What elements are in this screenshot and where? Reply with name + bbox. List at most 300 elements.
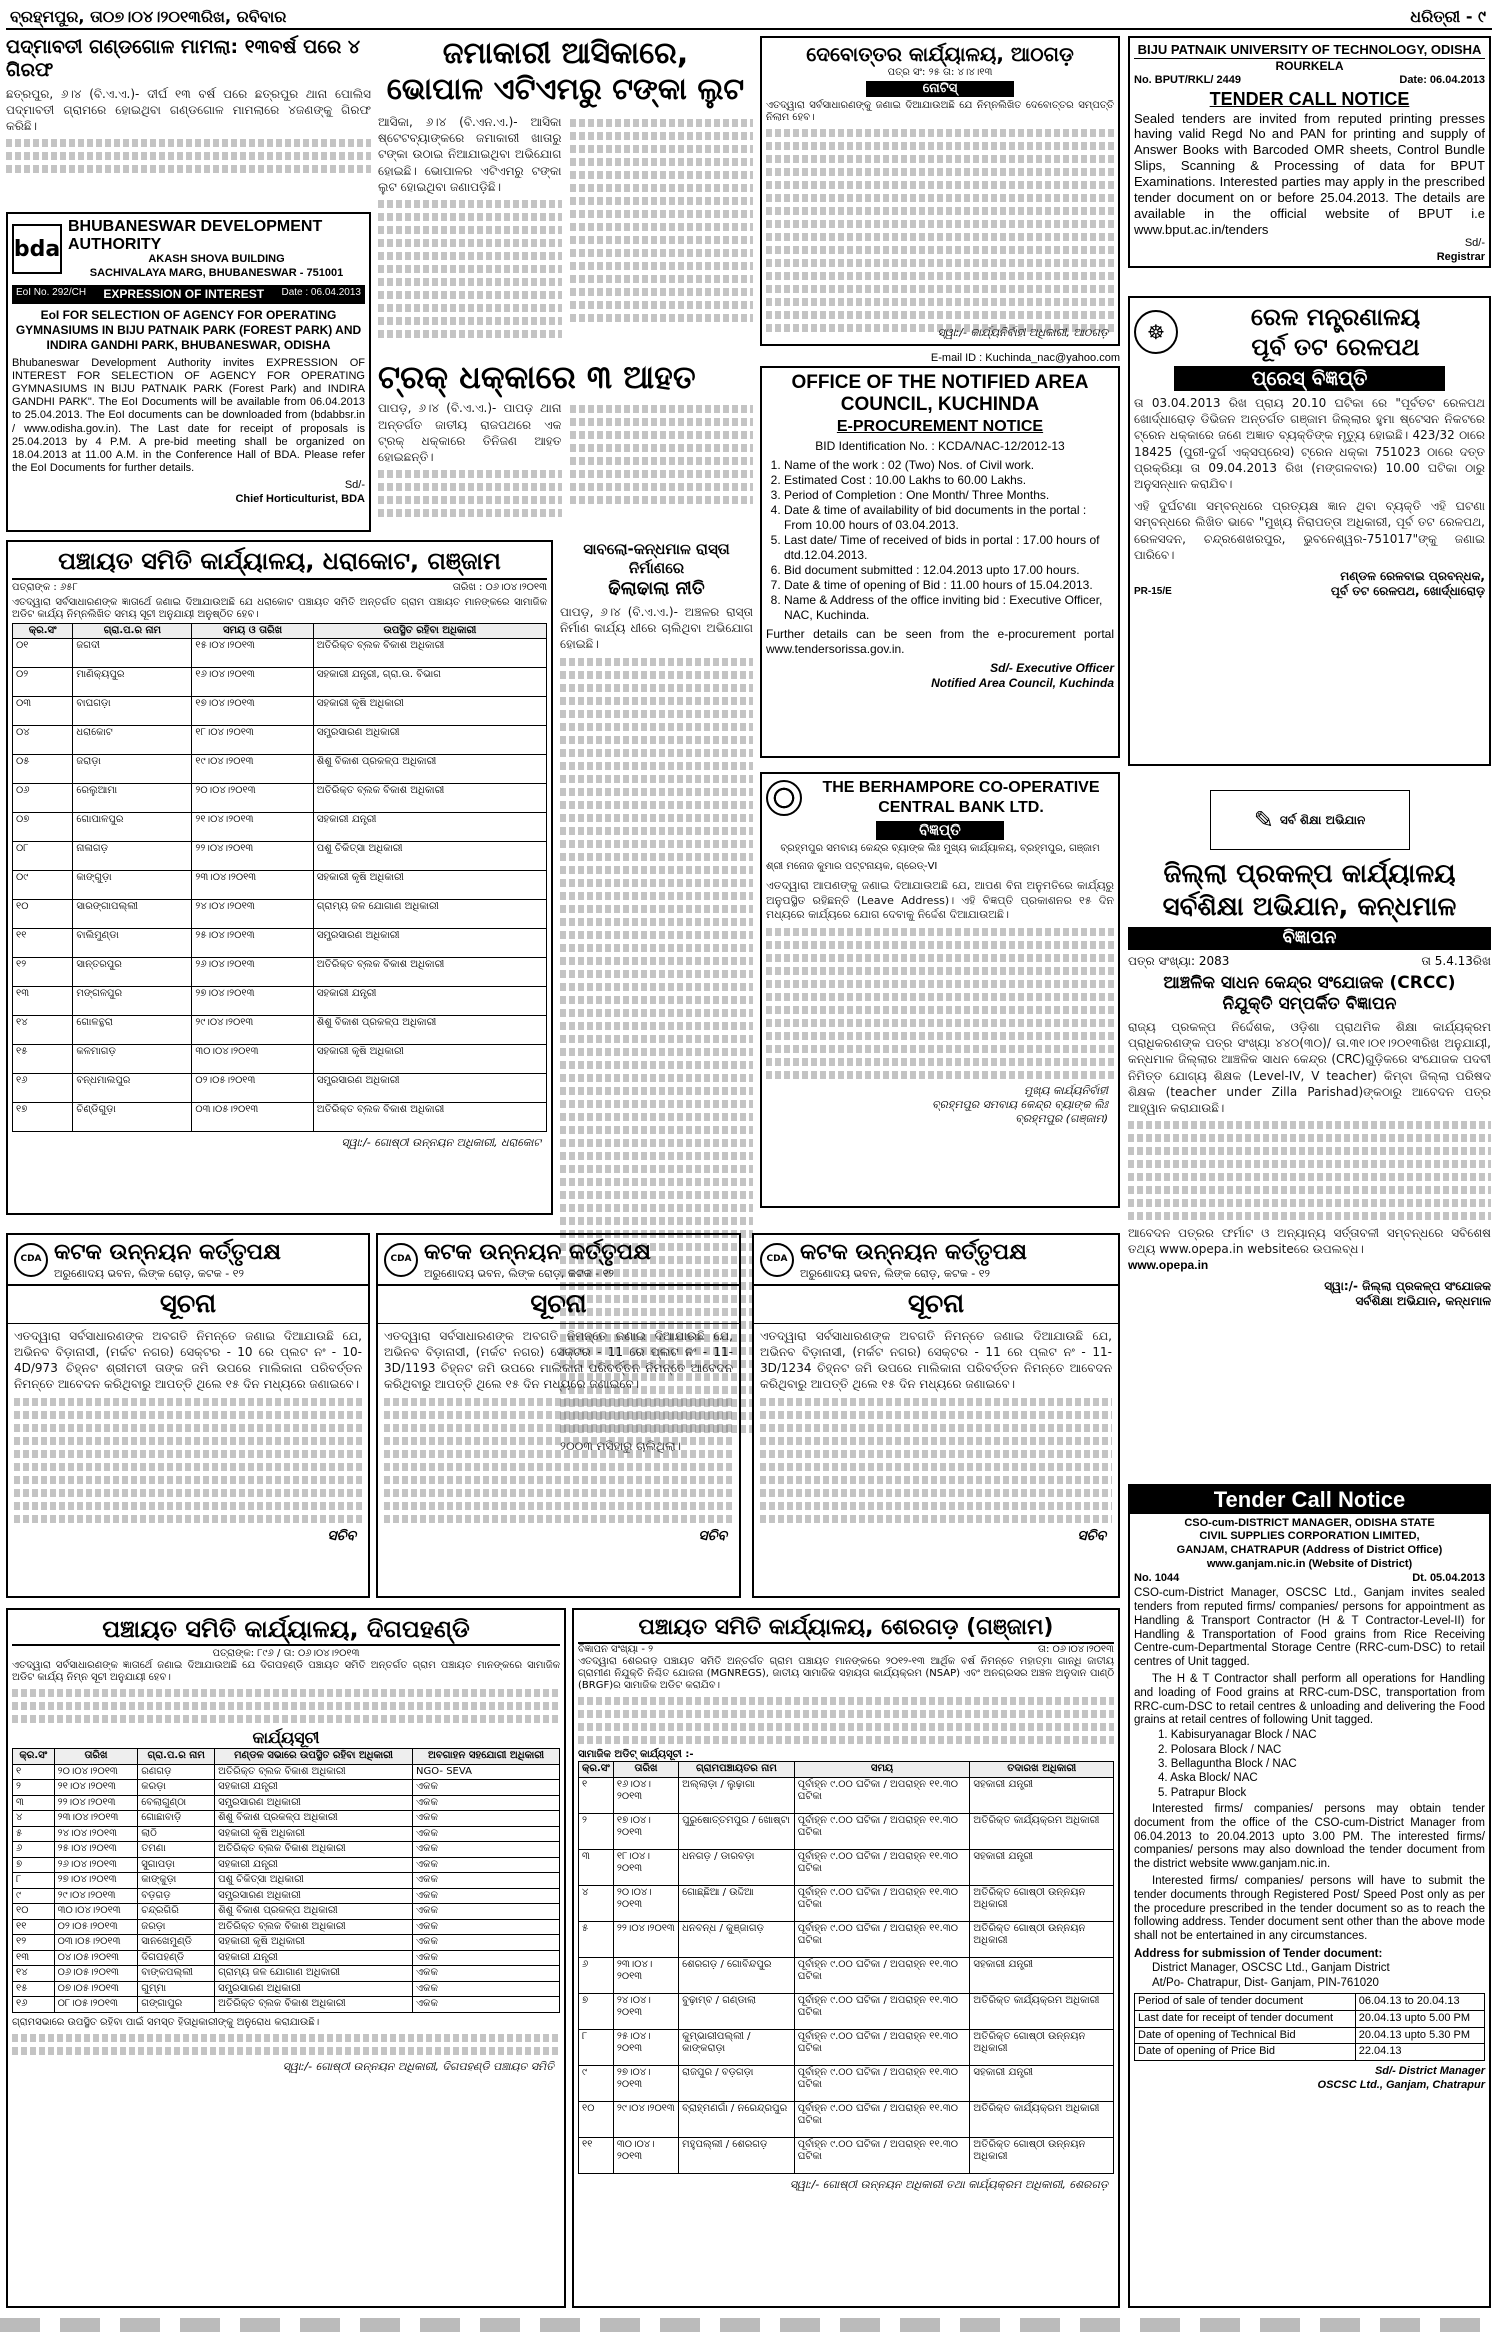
ssa-sign1: ସ୍ୱା:/- ଜିଲ୍ଲା ପ୍ରକଳ୍ପ ସଂଯୋଜକ — [1324, 1278, 1491, 1293]
text-line — [560, 853, 753, 861]
table-row — [13, 1904, 560, 1920]
table-cell: ପୂର୍ବାହ୍ନ ୯.୦୦ ଘଟିକା / ଅପରାହ୍ନ ୧୧.୩୦ ଘଟିକା — [794, 1885, 970, 1921]
text-line — [560, 1061, 753, 1069]
table-header-cell: ଅବଗାହନ ସହଯୋଗୀ ଅଧିକାରୀ — [413, 1749, 560, 1765]
text-line — [560, 788, 753, 796]
table-cell: ଏକକ — [413, 1919, 560, 1935]
schedule-cell: Date of opening of Technical Bid — [1135, 2027, 1356, 2044]
table-cell: ୦୨ — [13, 668, 73, 697]
table-cell: ଅତିରିକ୍ତ ଗୋଷ୍ଠୀ ଉନ୍ନୟନ ଅଧିକାରୀ — [970, 1921, 1114, 1957]
digapahandi-footnote: ଗ୍ରାମସଭାରେ ଉପସ୍ଥିତ ରହିବା ପାଇଁ ସମସ୍ତ ହିତାଧିକାରୀଙ୍କୁ ଅନୁରୋଧ କରାଯାଉଛି। — [12, 2016, 320, 2028]
table-cell: ୧୮।୦୪।୨୦୧୩ — [613, 1849, 678, 1885]
table-cell: ବେଲାଗୁଣ୍ଠା — [138, 1795, 215, 1811]
kuchinda-bid-id: BID Identification No. : KCDA/NAC-12/2012-13 — [815, 439, 1065, 454]
table-row — [579, 1885, 1114, 1921]
bda-address2: SACHIVALAYA MARG, BHUBANESWAR - 751001 — [89, 266, 344, 279]
table-cell: ୦୫ — [13, 755, 73, 784]
table-cell: ପୁରୁଷୋତ୍ତମପୁର / ଖୋଷ୍ଟା — [679, 1813, 795, 1849]
text-line — [560, 879, 753, 887]
bda-sign2: Chief Horticulturist, BDA — [235, 493, 365, 506]
dharakote-intro: ଏତଦ୍ୱାରା ସର୍ବସାଧାରଣଙ୍କ ଜ୍ଞାତାର୍ଥେ ଜଣାଇ ଦିଆଯାଉଅଛି ଯେ ଧରାକୋଟ ପଞ୍ଚାୟତ ସମିତି ଅନ୍ତର୍ଗତ ଗ୍ରାମ ପଞ୍ଚାୟତ ମାନଙ୍କରେ ସାମାଜିକ ଅଡିଟ କାର୍ଯ୍ୟ ନିମ୍ନଲିଖିତ ସମୟ ସୂଚୀ ଅନୁଯାୟୀ ଅନୁଷ୍ଠିତ ହେବ। — [12, 596, 547, 620]
table-cell: ଶିଶୁ ବିକାଶ ପ୍ରକଳ୍ପ ଅଧିକାରୀ — [313, 1016, 546, 1045]
table-header-cell: ସମୟ ଓ ତାରିଖ — [192, 623, 313, 639]
schedule-cell: 20.04.13 upto 5.30 PM — [1355, 2027, 1484, 2044]
table-cell: ଏକକ — [413, 1780, 560, 1796]
table-cell: ଅତିରିକ୍ତ କାର୍ଯ୍ୟକ୍ରମ ଅଧିକାରୀ — [970, 1993, 1114, 2029]
table-row — [13, 784, 547, 813]
schedule-row — [1135, 2010, 1485, 2027]
table-row — [13, 1935, 560, 1951]
table-cell: ପୂର୍ବାହ୍ନ ୯.୦୦ ଘଟିକା / ଅପରାହ୍ନ ୧୧.୩୦ ଘଟିକା — [794, 1993, 970, 2029]
cso-para3: Interested firms/ companies/ persons may obtain tender document from the office of the CSO-cum-District Manager from 06.04.2013 to 20.04.2013 upto 3.00 PM. The interested firms/ companies/ persons may also download the tender document from the district website www.ganjam.nic.in. — [1134, 1803, 1485, 1871]
table-header-cell: କ୍ର.ସଂ — [13, 623, 73, 639]
table-cell: ପଶୁ ଚିକିତ୍ସା ଅଧିକାରୀ — [313, 842, 546, 871]
story-padmapur — [6, 36, 371, 206]
table-row — [579, 1813, 1114, 1849]
table-cell: ୦୪।୦୫।୨୦୧୩ — [54, 1950, 138, 1966]
ssa-heading1: ଆଞ୍ଚଳିକ ସାଧନ କେନ୍ଦ୍ର ସଂଯୋଜକ (CRCC) — [1163, 972, 1456, 993]
cda-body: ଏତଦ୍ୱାରା ସର୍ବସାଧାରଣଙ୍କ ଅବଗତି ନିମନ୍ତେ ଜଣାଇ ଦିଆଯାଉଛି ଯେ, ଅଭିନବ ବିଡ଼ାନାସୀ, (ମର୍କଟ ନଗର) ସେକ୍ଟର - 11 ରେ ପ୍ଲଟ ନଂ - 11-3D/1234 ଚିହ୍ନଟ ଜମି ଉପରେ ମାଲିକାନା ପରିବର୍ତ୍ତନ ନିମନ୍ତେ ଆବେଦନ କରିଥିବାରୁ ଆପତ୍ତି ଥିଲେ ୧୫ ଦିନ ମଧ୍ୟରେ ଜଣାଇବେ। — [760, 1328, 1112, 1392]
table-cell: ପଶୁ ଚିକିତ୍ସା ଅଧିକାରୀ — [215, 1873, 413, 1889]
table-cell: ବୁଢ଼ାମ୍ବ / ଗଣ୍ଡାଲା — [679, 1993, 795, 2029]
table-cell: ଦିଗପହଣ୍ଡି — [138, 1950, 215, 1966]
table-row — [13, 1045, 547, 1074]
text-line — [560, 1139, 753, 1147]
cda-sub: ଅରୁଣୋଦୟ ଭବନ, ଲିଙ୍କ ରୋଡ଼, କଟକ - ୧୨ — [54, 1266, 244, 1280]
table-cell: ଜଗଦୀ — [73, 639, 192, 668]
table-row — [13, 1842, 560, 1858]
table-cell: ଅଲ୍ଲାଡ଼ା / ଲୁଢ଼ାଗା — [679, 1777, 795, 1813]
table-cell: ୧୨ — [13, 1935, 55, 1951]
bda-subject: EoI FOR SELECTION OF AGENCY FOR OPERATING GYMNASIUMS IN BIJU PATNAIK PARK (FOREST PARK) AND INDIRA GANDHI PARK, BHUBANESWAR, ODISHA — [15, 307, 362, 352]
bda-notice — [6, 212, 371, 532]
table-cell: ୧୬।୦୪।୨୦୧୩ — [613, 1777, 678, 1813]
table-cell: ସହକାରୀ ଯନ୍ତ୍ରୀ — [970, 1957, 1114, 1993]
bank-sign1: ମୁଖ୍ୟ କାର୍ଯ୍ୟନିର୍ବାହୀ — [1023, 1084, 1108, 1098]
table-cell: ୦୨।୦୫।୨୦୧୩ — [192, 1074, 313, 1103]
table-cell: ୧୫ — [13, 1981, 55, 1997]
text-line — [560, 1100, 753, 1108]
story-atm — [378, 36, 753, 356]
digapahandi-notice — [6, 1608, 566, 2308]
sheragada-date: ତା: ୦୬।୦୪।୨୦୧୩ — [1038, 1643, 1114, 1655]
cda-band: ସୂଚନା — [754, 1286, 1118, 1324]
table-cell: ୩୦।୦୪।୨୦୧୩ — [192, 1045, 313, 1074]
cso-unit: 5. Patrapur Block — [1158, 1786, 1247, 1799]
text-line — [560, 684, 753, 692]
cso-units — [1158, 1728, 1485, 1800]
schedule-row — [1135, 2044, 1485, 2061]
table-cell: ନାଳାଗଡ଼ — [73, 842, 192, 871]
text-line — [560, 1191, 753, 1199]
table-cell: ୧୭ — [13, 1103, 73, 1132]
table-cell: ୦୨।୦୫।୨୦୧୩ — [54, 1919, 138, 1935]
text-line — [560, 1048, 753, 1056]
story-truck-headline: ଟ୍ରକ୍ ଧକ୍କାରେ ୩ ଆହତ — [378, 358, 696, 396]
devabhog-ref: ପତ୍ର ସଂ: ୨୫ ତା: ୪।୪।୧୩ — [887, 67, 993, 78]
sheragada-table — [578, 1761, 1114, 2174]
cda-sign: ସଚିବ — [698, 1527, 727, 1544]
story-truck — [378, 358, 753, 533]
railway-sign2: ପୂର୍ବ ତଟ ରେଳପଥ, ଖୋର୍ଦ୍ଧାରୋଡ଼ — [1330, 583, 1485, 598]
kuchinda-item: 8. Name & Address of the office inviting bid : Executive Officer, NAC, Kuchinda. — [784, 593, 1114, 623]
table-row — [579, 2137, 1114, 2173]
table-row — [579, 2029, 1114, 2065]
table-cell: ୧୧ — [13, 929, 73, 958]
ssa-website[interactable]: www.opepa.in — [1128, 1257, 1209, 1272]
text-line — [560, 957, 753, 965]
table-cell: ଅତିରିକ୍ତ ବ୍ଲକ ବିକାଶ ଅଧିକାରୀ — [215, 1764, 413, 1780]
table-cell: NGO- SEVA — [413, 1764, 560, 1780]
table-cell: ୪ — [579, 1885, 614, 1921]
table-cell: ୧୪ — [13, 1016, 73, 1045]
devabhog-notice — [760, 36, 1120, 346]
table-row — [13, 1981, 560, 1997]
text-line — [560, 1113, 753, 1121]
table-cell: ୨୫।୦୪।୨୦୧୩ — [192, 929, 313, 958]
table-cell: ୧୪ — [13, 1966, 55, 1982]
kuchinda-item: 7. Date & time of opening of Bid : 11.00 hours of 15.04.2013. — [784, 578, 1114, 593]
table-row — [13, 871, 547, 900]
cso-para2: The H & T Contractor shall perform all operations for Handling and loading of Food grains at RRC-cum-DSC, transportation from RRC-cum-DSC to retail centres & unloading and delivering the Food grains at retail centres of following Unit tagged. — [1134, 1673, 1485, 1727]
table-cell: ଅତିରିକ୍ତ ବ୍ଲକ ବିକାଶ ଅଧିକାରୀ — [313, 1103, 546, 1132]
table-cell: ବଡ଼ଗଡ଼ — [138, 1888, 215, 1904]
railway-code: PR-15/E — [1134, 586, 1172, 598]
bda-address1: AKASH SHOVA BUILDING — [148, 253, 285, 266]
table-cell: ସହକାରୀ ଯନ୍ତ୍ରୀ — [215, 1857, 413, 1873]
table-cell: ୬ — [579, 1957, 614, 1993]
bank-title2: CENTRAL BANK LTD. — [878, 799, 1044, 816]
table-cell: କାଙ୍ଗୁଡ଼ା — [73, 871, 192, 900]
kuchinda-item: 4. Date & time of availability of bid documents in the portal : From 10.00 hours of 03.04.2013. — [784, 503, 1114, 533]
railway-body1: ତା 03.04.2013 ରିଖ ପ୍ରାୟ 20.10 ଘଟିକା ରେ "ପୂର୍ବତଟ ରେଳପଥ ଖୋର୍ଦ୍ଧାରୋଡ଼ ଡିଭିଜନ ଅନ୍ତର୍ଗତ ଗଞ୍ଜାମ ଜିଲ୍ଲାର ହୁମା ଷ୍ଟେସନ ନିକଟରେ ଟ୍ରେନ ଧକ୍କାରେ ଜଣେ ଅଜ୍ଞାତ ବ୍ୟକ୍ତିଙ୍କ ମୃତ୍ୟୁ ହୋଇଛି। 423/32 ଠାରେ 18425 (ପୁରୀ-ଦୁର୍ଗ ଏକ୍ସପ୍ରେସ) ଟ୍ରେନ ଧକ୍କା 751023 ଠାରେ ଦତ୍ତ ପ୍ରକ୍ରିୟା ତା 09.04.2013 ରିଖ (ମଙ୍ଗଳବାର) 10.00 ଘଟିକା ଠାରୁ ଅନୁସନ୍ଧାନ କରାଯିବ। — [1134, 396, 1485, 491]
table-cell: ଧନବନ୍ଧ / କୁଞ୍ଜାଗଡ଼ — [679, 1921, 795, 1957]
cda-notice-1 — [6, 1233, 370, 1598]
cso-unit: 3. Bellaguntha Block / NAC — [1158, 1757, 1297, 1770]
cso-sign2: OSCSC Ltd., Ganjam, Chatrapur — [1317, 2078, 1485, 2091]
table-cell: ୧୫ — [13, 1045, 73, 1074]
text-line — [560, 723, 753, 731]
table-cell: ୦୩।୦୫।୨୦୧୩ — [192, 1103, 313, 1132]
cda-title: କଟକ ଉନ୍ନୟନ କର୍ତ୍ତୃପକ୍ଷ — [54, 1240, 281, 1265]
table-cell: ପୂର୍ବାହ୍ନ ୯.୦୦ ଘଟିକା / ଅପରାହ୍ନ ୧୧.୩୦ ଘଟିକା — [794, 2101, 970, 2137]
page-footer-strip — [0, 2318, 1497, 2332]
cso-website[interactable]: www.ganjam.nic.in (Website of District) — [1206, 1557, 1413, 1570]
ssa-title1: ଜିଲ୍ଲା ପ୍ରକଳ୍ପ କାର୍ଯ୍ୟାଳୟ — [1163, 859, 1456, 889]
table-cell: ଧନଗଡ଼ / ଡାରବଡ଼ା — [679, 1849, 795, 1885]
table-row — [13, 1857, 560, 1873]
table-row — [13, 958, 547, 987]
table-cell: ୨୦।୦୪।୨୦୧୩ — [54, 1764, 138, 1780]
cda-title: କଟକ ଉନ୍ନୟନ କର୍ତ୍ତୃପକ୍ଷ — [424, 1240, 651, 1265]
cso-heading: Tender Call Notice — [1130, 1486, 1489, 1514]
table-cell: ସହକାରୀ ଯନ୍ତ୍ରୀ — [313, 987, 546, 1016]
table-row — [13, 1826, 560, 1842]
table-cell: ଗୋଳନ୍ଥରା — [73, 1016, 192, 1045]
bank-sign2: ବ୍ରହ୍ମପୁର ସମବାୟ କେନ୍ଦ୍ର ବ୍ୟାଙ୍କ ଲିଃ — [932, 1098, 1108, 1112]
bput-sign2: Registrar — [1436, 251, 1485, 264]
schedule-cell: 22.04.13 — [1355, 2044, 1484, 2061]
cda-notice-3 — [752, 1233, 1120, 1598]
table-cell: ଏକକ — [413, 1966, 560, 1982]
table-cell: ସହକାରୀ ଯନ୍ତ୍ରୀ, ଗ୍ରା.ଉ. ବିଭାଗ — [313, 668, 546, 697]
table-header-cell: କ୍ର.ସଂ — [13, 1749, 55, 1765]
cso-address2: At/Po- Chatrapur, Dist- Ganjam, PIN-761020 — [1152, 1976, 1379, 1989]
table-cell: ୦୪ — [13, 726, 73, 755]
kuchinda-notice — [760, 352, 1120, 764]
table-cell: ୩୦।୦୪।୨୦୧୩ — [613, 2137, 678, 2173]
table-cell: ସୁଗାପଡ଼ା — [138, 1857, 215, 1873]
schedule-cell: 06.04.13 to 20.04.13 — [1355, 1994, 1484, 2011]
table-cell: ୮ — [579, 2029, 614, 2065]
table-row — [13, 1873, 560, 1889]
bput-heading: TENDER CALL NOTICE — [1209, 89, 1410, 109]
table-cell: ସହକାରୀ ଯନ୍ତ୍ରୀ — [970, 2065, 1114, 2101]
dharakote-ref: ପତ୍ରାଙ୍କ : ୬୫୮ — [12, 582, 78, 593]
table-cell: ସାରଙ୍ଗାପଲ୍ଲୀ — [73, 900, 192, 929]
table-cell: ସହକାରୀ ଯନ୍ତ୍ରୀ — [215, 1780, 413, 1796]
table-cell: ୪ — [13, 1811, 55, 1827]
table-cell: ୩ — [13, 1795, 55, 1811]
table-cell: ୭ — [579, 1993, 614, 2029]
table-cell: ୩ — [579, 1849, 614, 1885]
table-cell: ଶିଶୁ ବିକାଶ ପ୍ରକଳ୍ପ ଅଧିକାରୀ — [215, 1811, 413, 1827]
table-cell: ସହକାରୀ କୃଷି ଅଧିକାରୀ — [313, 871, 546, 900]
table-cell: ୨୪।୦୪।୨୦୧୩ — [613, 1993, 678, 2029]
devabhog-body: ଏତଦ୍ୱାରା ସର୍ବସାଧାରଣଙ୍କୁ ଜଣାଇ ଦିଆଯାଉଅଛି ଯେ ନିମ୍ନଲିଖିତ ଦେବୋତ୍ତର ସମ୍ପତ୍ତି ନିଲାମ ହେବ। — [766, 100, 1114, 124]
table-cell: ୨୭।୦୪।୨୦୧୩ — [54, 1873, 138, 1889]
text-line — [560, 814, 753, 822]
table-cell: ୦୭ — [13, 813, 73, 842]
cso-schedule-table — [1134, 1993, 1485, 2061]
text-line — [560, 749, 753, 757]
bput-city: ROURKELA — [1275, 59, 1344, 74]
text-line — [560, 827, 753, 835]
schedule-row — [1135, 2027, 1485, 2044]
text-line — [560, 1204, 753, 1212]
table-cell: ମହୁପଲ୍ଲୀ / ଶେରଗଡ଼ — [679, 2137, 795, 2173]
bput-notice — [1128, 36, 1491, 268]
dharakote-title: ପଞ୍ଚାୟତ ସମିତି କାର୍ଯ୍ୟାଳୟ, ଧରାକୋଟ, ଗଞ୍ଜାମ — [12, 546, 547, 580]
table-cell: ସମ୍ପ୍ରସାରଣ ଅଧିକାରୀ — [313, 726, 546, 755]
bank-to: ଶ୍ରୀ ମନୋଜ କୁମାର ପଟ୍ଟନାୟକ, ଗ୍ରେଡ୍-VI — [766, 860, 938, 872]
table-cell: ୦୩ — [13, 697, 73, 726]
table-row — [579, 1849, 1114, 1885]
table-cell: ସମ୍ପ୍ରସାରଣ ଅଧିକାରୀ — [215, 1795, 413, 1811]
cso-para1: CSO-cum-District Manager, OSCSC Ltd., Ganjam invites sealed tenders from reputed firms/ companies/ persons for appointment as Handling & Transport Contractor (H & T Contractor-Level-II) for Handling & Transportation of Food grains from Rice Receiving Centre-cum-Departmental Storage Centre (RRC-cum-DSC) to retail centres of Unit tagged. — [1134, 1587, 1485, 1669]
table-cell: ୨୪।୦୪।୨୦୧୩ — [192, 900, 313, 929]
table-header-cell: ମଣ୍ଡଳ ସଭାରେ ଉପସ୍ଥିତ ରହିବା ଅଧିକାରୀ — [215, 1749, 413, 1765]
bank-body: ଏତଦ୍ୱାରା ଆପଣଙ୍କୁ ଜଣାଇ ଦିଆଯାଉଅଛି ଯେ, ଆପଣ ବିନା ଅନୁମତିରେ କାର୍ଯ୍ୟରୁ ଅନୁପସ୍ଥିତ ରହିଛନ୍ତି (Leave Address)। ଏହି ବିଜ୍ଞପ୍ତି ପ୍ରକାଶନର ୧୫ ଦିନ ମଧ୍ୟରେ କାର୍ଯ୍ୟରେ ଯୋଗ ଦେବାକୁ ନିର୍ଦ୍ଦେଶ ଦିଆଯାଉଅଛି। — [766, 878, 1114, 922]
table-row — [579, 1921, 1114, 1957]
table-cell: କଳମାଗଡ଼ — [73, 1045, 192, 1074]
cso-unit: 1. Kabisuryanagar Block / NAC — [1158, 1729, 1317, 1742]
text-line — [560, 1087, 753, 1095]
table-header-cell: ଗ୍ରାମପଞ୍ଚାୟତର ନାମ — [679, 1762, 795, 1778]
table-cell: ଗୁମ୍ମା — [138, 1981, 215, 1997]
table-cell: ସହକାରୀ କୃଷି ଅଧିକାରୀ — [215, 1826, 413, 1842]
table-row — [13, 1997, 560, 2013]
table-cell: ତମଣା — [138, 1842, 215, 1858]
story-highway-headline2: ଢିଲାଢାଲା ନୀତି — [608, 577, 705, 599]
table-cell: ୨୧।୦୪।୨୦୧୩ — [54, 1780, 138, 1796]
table-cell: ୨୨।୦୪।୨୦୧୩ — [192, 842, 313, 871]
table-cell: ଏକକ — [413, 1811, 560, 1827]
table-cell: ଅତିରିକ୍ତ ବ୍ଲକ ବିକାଶ ଅଧିକାରୀ — [313, 784, 546, 813]
table-row — [13, 900, 547, 929]
bput-sign1: Sd/- — [1464, 237, 1485, 250]
table-cell: ଜରାଡ଼ା — [73, 755, 192, 784]
text-line — [560, 1152, 753, 1160]
story-body: ଛତ୍ରପୁର, ୬।୪ (ବି.ଏ.ଏ.)- ଦୀର୍ଘ ୧୩ ବର୍ଷ ପରେ ଛତ୍ରପୁର ଥାନା ପୋଲିସ ପଦ୍ମାବତୀ ଗ୍ରାମରେ ହୋଇଥିବା ଗଣ୍ଡଗୋଳ ମାମଲାରେ ୪ଜଣଙ୍କୁ ଗିରଫ କରିଛି। — [6, 86, 371, 133]
table-cell: ଏକକ — [413, 1857, 560, 1873]
text-line — [560, 866, 753, 874]
table-cell: ଏକକ — [413, 1935, 560, 1951]
table-cell: ୦୬ — [13, 784, 73, 813]
table-cell: ଏକକ — [413, 1888, 560, 1904]
table-cell: ଏକକ — [413, 1997, 560, 2013]
railway-title: ରେଳ ମନ୍ତ୍ରଣାଳୟ — [1250, 303, 1421, 331]
table-cell: ୧୯।୦୪।୨୦୧୩ — [192, 755, 313, 784]
table-cell: ପୂର୍ବାହ୍ନ ୯.୦୦ ଘଟିକା / ଅପରାହ୍ନ ୧୧.୩୦ ଘଟିକା — [794, 1921, 970, 1957]
table-cell: ୨୭।୦୪।୨୦୧୩ — [192, 987, 313, 1016]
table-cell: ୨ — [13, 1780, 55, 1796]
table-cell: ଶେରଗଡ଼ / ଗୋବିନ୍ଦପୁର — [679, 1957, 795, 1993]
table-cell: ବାଘଗଡ଼ା — [73, 697, 192, 726]
kuchinda-email: E-mail ID : Kuchinda_nac@yahoo.com — [930, 352, 1120, 364]
bda-band — [12, 285, 365, 304]
sheragada-sign: ସ୍ୱା:/- ଗୋଷ୍ଠୀ ଉନ୍ନୟନ ଅଧିକାରୀ ତଥା କାର୍ଯ୍ୟକ୍ରମ ଅଧିକାରୀ, ଶେରଗଡ଼ — [789, 2177, 1108, 2191]
kuchinda-items — [766, 458, 1114, 623]
table-cell: ୯ — [13, 1888, 55, 1904]
table-cell: ପୂର୍ବାହ୍ନ ୯.୦୦ ଘଟିକା / ଅପରାହ୍ନ ୧୧.୩୦ ଘଟିକା — [794, 2029, 970, 2065]
table-row — [13, 1016, 547, 1045]
table-cell: ଗ୍ରାମ୍ୟ ଜଳ ଯୋଗାଣ ଅଧିକାରୀ — [313, 900, 546, 929]
table-cell: ଏକକ — [413, 1950, 560, 1966]
text-line — [560, 762, 753, 770]
cda-logo: CDA — [760, 1243, 794, 1277]
table-cell: ଅତିରିକ୍ତ ବ୍ଲକ ବିକାଶ ଅଧିକାରୀ — [215, 1919, 413, 1935]
sarva-shiksha-notice — [1128, 790, 1491, 1476]
bda-body: Bhubaneswar Development Authority invites EXPRESSION OF INTEREST FOR SELECTION OF AGENCY FOR OPERATING GYMNASIUMS IN BIJU PATNAIK PARK (Forest Park) and INDIRA GANDHI PARK". The EoI Documents will be available from 06.04.2013 to 25.04.2013. The EoI documents can be downloaded from (bdabbsr.in / www.odisha.gov.in). The Last date for receipt of proposals is 25.04.2013 by 4 P.M. A pre-bid meeting shall be organized on 18.04.2013 at 11.00 A.M. in the Conference Hall of BDA. Please refer the EoI Documents for further details. — [12, 356, 365, 475]
table-cell: ୫ — [13, 1826, 55, 1842]
table-cell: ଗୋପାଳପୁର — [73, 813, 192, 842]
table-cell: ସମ୍ପ୍ରସାରଣ ଅଧିକାରୀ — [215, 1981, 413, 1997]
table-cell: ପୂର୍ବାହ୍ନ ୯.୦୦ ଘଟିକା / ଅପରାହ୍ନ ୧୧.୩୦ ଘଟିକା — [794, 1849, 970, 1885]
table-cell: ସହକାରୀ କୃଷି ଅଧିକାରୀ — [313, 697, 546, 726]
table-row — [13, 1074, 547, 1103]
table-cell: ୨୦।୦୪।୨୦୧୩ — [613, 1885, 678, 1921]
schedule-cell: 20.04.13 upto 5.00 PM — [1355, 2010, 1484, 2027]
cda-notice-2 — [376, 1233, 741, 1598]
text-line — [560, 1074, 753, 1082]
kuchinda-sign2: Notified Area Council, Kuchinda — [931, 676, 1114, 691]
table-cell: ୧୦ — [13, 900, 73, 929]
dharakote-table — [12, 623, 547, 1133]
story-highway-headline1: ସାବଲୋ-କନ୍ଧମାଳ ରାସ୍ତା ନିର୍ମାଣରେ — [583, 540, 730, 577]
table-cell: ୨୯।୦୪।୨୦୧୩ — [192, 1016, 313, 1045]
schedule-cell: Period of sale of tender document — [1135, 1994, 1356, 2011]
story-atm-headline2: ଭୋପାଳ ଏଟିଏମରୁ ଟଙ୍କା ଲୁଟ — [386, 72, 745, 107]
text-line — [560, 970, 753, 978]
table-row — [13, 639, 547, 668]
text-line — [560, 931, 753, 939]
table-cell: ପୂର୍ବାହ୍ନ ୯.୦୦ ଘଟିକା / ଅପରାହ୍ନ ୧୧.୩୦ ଘଟିକା — [794, 1777, 970, 1813]
table-cell: ସହକାରୀ ଯନ୍ତ୍ରୀ — [970, 1777, 1114, 1813]
bda-band-title: EXPRESSION OF INTEREST — [103, 286, 265, 301]
dharakote-date: ତାରିଖ : ୦୬।୦୪।୨୦୧୩ — [452, 582, 547, 593]
table-cell: ୨୨।୦୪।୨୦୧୩ — [54, 1795, 138, 1811]
digapahandi-title: ପଞ୍ଚାୟତ ସମିତି କାର୍ଯ୍ୟାଳୟ, ଦିଗପହଣ୍ଡି — [12, 1614, 560, 1646]
schedule-cell: Last date for receipt of tender document — [1135, 2010, 1356, 2027]
table-row — [579, 1957, 1114, 1993]
text-line — [560, 996, 753, 1004]
table-cell: ସହକାରୀ ଯନ୍ତ୍ରୀ — [970, 1849, 1114, 1885]
ssa-logo — [1210, 790, 1410, 850]
kuchinda-item: 2. Estimated Cost : 10.00 Lakhs to 60.00 Lakhs. — [784, 473, 1114, 488]
table-cell: ଚିଣ୍ଡିଗୁଡ଼ା — [73, 1103, 192, 1132]
table-cell: ୧୩ — [13, 1950, 55, 1966]
table-cell: ୧ — [579, 1777, 614, 1813]
bank-band: ବିଜ୍ଞପ୍ତି — [876, 821, 1004, 840]
table-cell: ସାନଖେମୁଣ୍ଡି — [138, 1935, 215, 1951]
cso-unit: 4. Aska Block/ NAC — [1158, 1772, 1258, 1785]
text-line — [560, 983, 753, 991]
table-cell: ରେଲୁଆମା — [73, 784, 192, 813]
table-header-cell: ତଦାରଖ ଅଧିକାରୀ — [970, 1762, 1114, 1778]
bda-title: BHUBANESWAR DEVELOPMENT AUTHORITY — [68, 218, 323, 253]
cda-title: କଟକ ଉନ୍ନୟନ କର୍ତ୍ତୃପକ୍ଷ — [800, 1240, 1027, 1265]
cso-org3: GANJAM, CHATRAPUR (Address of District Office) — [1176, 1544, 1443, 1556]
cso-address1: District Manager, OSCSC Ltd., Ganjam District — [1152, 1962, 1390, 1975]
table-header-cell: ତାରିଖ — [613, 1762, 678, 1778]
cso-date: Dt. 05.04.2013 — [1412, 1571, 1485, 1584]
cda-sign: ସଚିବ — [327, 1527, 356, 1544]
table-row — [13, 1764, 560, 1780]
table-row — [13, 755, 547, 784]
table-cell: ମଙ୍ଗଳପୁର — [73, 987, 192, 1016]
table-cell: ସହକାରୀ କୃଷି ଅଧିକାରୀ — [215, 1935, 413, 1951]
table-cell: ସମ୍ପ୍ରସାରଣ ଅଧିକାରୀ — [313, 1074, 546, 1103]
table-cell: ବାଙ୍କପଲ୍ଲୀ — [138, 1966, 215, 1982]
bda-logo: bda — [12, 224, 62, 274]
table-cell: ୨୬।୦୪।୨୦୧୩ — [192, 958, 313, 987]
table-cell: ଲାଠି — [138, 1826, 215, 1842]
table-cell: ୧୧ — [579, 2137, 614, 2173]
table-cell: ୬ — [13, 1842, 55, 1858]
table-cell: କାଙ୍କୁଡ଼ା — [138, 1873, 215, 1889]
table-cell: ୨୬।୦୪।୨୦୧୩ — [54, 1857, 138, 1873]
table-cell: ମାଣିକ୍ୟପୁର — [73, 668, 192, 697]
table-cell: ବାଲିମୁଣ୍ଡା — [73, 929, 192, 958]
table-cell: ୦୮ — [13, 842, 73, 871]
table-cell: ସହକାରୀ ଯନ୍ତ୍ରୀ — [313, 813, 546, 842]
table-row — [13, 1950, 560, 1966]
text-line — [560, 1217, 753, 1225]
bput-body: Sealed tenders are invited from reputed printing presses having valid Regd No and PAN for printing and supply of Answer Books with Barcoded OMR sheets, Control Bundle Slips, Scanning & Processing of data for BPUT Examinations. Interested parties may apply in the prescribed tender document on or before 25.04.2013. The details are available in the official website of BPUT i.e www.bput.ac.in/tenders — [1134, 110, 1485, 237]
table-cell: ୨୦।୦୪।୨୦୧୩ — [192, 784, 313, 813]
text-line — [560, 1126, 753, 1134]
cda-logo: CDA — [14, 1243, 48, 1277]
table-header-cell: ତାରିଖ — [54, 1749, 138, 1765]
cda-band: ସୂଚନା — [8, 1286, 368, 1324]
table-cell: ୨୨।୦୪।୨୦୧୩ — [613, 1921, 678, 1957]
bda-eoi-no: EoI No. 292/CH — [16, 286, 87, 298]
digapahandi-schedule-title: କାର୍ଯ୍ୟସୂଚୀ — [252, 1728, 320, 1747]
table-row — [579, 2101, 1114, 2137]
sheragada-title: ପଞ୍ଚାୟତ ସମିତି କାର୍ଯ୍ୟାଳୟ, ଶେରଗଡ଼ (ଗଞ୍ଜାମ) — [578, 1614, 1114, 1644]
table-header-cell: ଉପସ୍ଥିତ ରହିବା ଅଧିକାରୀ — [313, 623, 546, 639]
